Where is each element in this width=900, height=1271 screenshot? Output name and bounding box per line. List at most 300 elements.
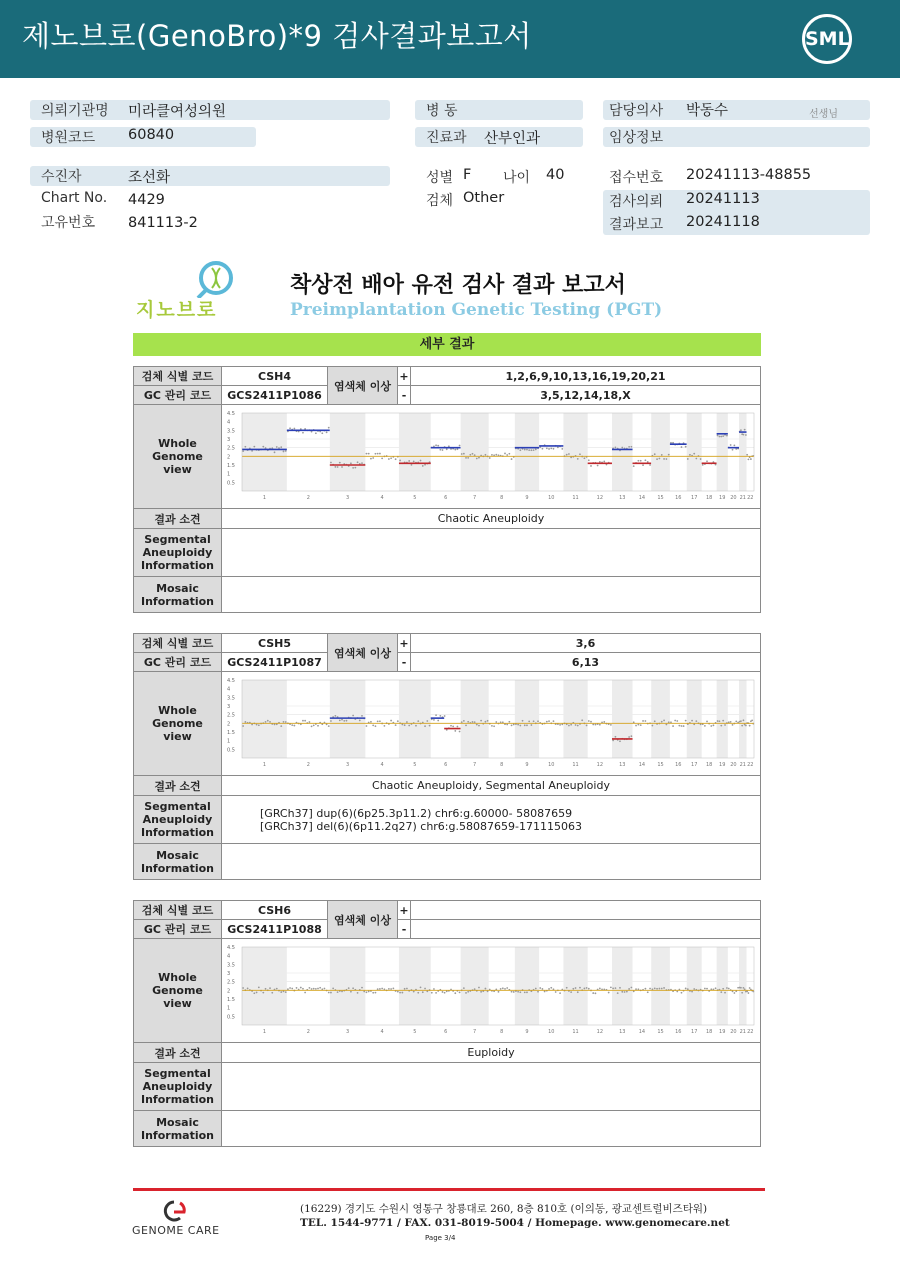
copy-number-point bbox=[435, 714, 437, 716]
chromosome-band bbox=[739, 947, 746, 1025]
copy-number-point bbox=[504, 988, 506, 990]
copy-number-point bbox=[744, 429, 746, 431]
x-tick-label: 18 bbox=[705, 495, 713, 501]
x-tick-label: 11 bbox=[572, 1029, 579, 1035]
copy-number-point bbox=[293, 428, 295, 430]
copy-number-point bbox=[530, 724, 532, 726]
copy-number-point bbox=[256, 724, 258, 726]
x-tick-label: 14 bbox=[638, 495, 646, 501]
copy-number-point bbox=[280, 725, 282, 727]
chromosome-band bbox=[651, 947, 670, 1025]
y-tick-label: 3 bbox=[227, 971, 231, 977]
magnifier-icon bbox=[136, 258, 246, 298]
copy-number-point bbox=[383, 725, 385, 727]
copy-number-point bbox=[592, 724, 594, 726]
gain-sign: + bbox=[398, 901, 411, 920]
copy-number-point bbox=[656, 988, 658, 990]
copy-number-point bbox=[553, 448, 555, 450]
copy-number-point bbox=[513, 724, 515, 726]
copy-number-point bbox=[530, 449, 532, 451]
copy-number-point bbox=[577, 458, 579, 460]
copy-number-point bbox=[359, 720, 361, 722]
copy-number-point bbox=[744, 988, 746, 990]
copy-number-point bbox=[392, 987, 394, 989]
copy-number-point bbox=[474, 454, 476, 456]
x-tick-label: 4 bbox=[380, 762, 384, 768]
finding-label: 결과 소견 bbox=[134, 1043, 222, 1063]
copy-number-point bbox=[595, 724, 597, 726]
copy-number-point bbox=[439, 449, 441, 451]
copy-number-point bbox=[630, 987, 632, 989]
copy-number-point bbox=[472, 453, 474, 455]
copy-number-point bbox=[339, 462, 341, 464]
gc-code-label: GC 관리 코드 bbox=[134, 920, 222, 939]
copy-number-point bbox=[644, 720, 646, 722]
copy-number-point bbox=[668, 454, 670, 456]
copy-number-point bbox=[635, 988, 637, 990]
specimen-id-value: CSH4 bbox=[222, 367, 328, 386]
copy-number-point bbox=[437, 445, 439, 447]
footer-address bbox=[300, 1202, 730, 1230]
copy-number-point bbox=[366, 725, 368, 727]
copy-number-point bbox=[463, 987, 465, 989]
copy-number-point bbox=[341, 991, 343, 993]
copy-number-point bbox=[740, 987, 742, 989]
copy-number-point bbox=[372, 724, 374, 726]
x-tick-label: 13 bbox=[619, 495, 626, 501]
copy-number-point bbox=[630, 446, 632, 448]
chromosome-band bbox=[717, 680, 728, 758]
copy-number-point bbox=[579, 453, 581, 455]
copy-number-point bbox=[433, 719, 435, 721]
doctor-value: 박동수 bbox=[686, 103, 729, 119]
y-tick-label: 2 bbox=[227, 988, 231, 995]
x-tick-label: 13 bbox=[619, 762, 626, 768]
copy-number-point bbox=[550, 987, 552, 989]
copy-number-point bbox=[706, 988, 708, 990]
copy-number-point bbox=[710, 988, 712, 990]
copy-number-point bbox=[377, 988, 379, 990]
copy-number-point bbox=[309, 987, 311, 989]
loss-chromosomes: 6,13 bbox=[411, 653, 761, 672]
copy-number-point bbox=[524, 449, 526, 451]
copy-number-point bbox=[274, 451, 276, 453]
copy-number-point bbox=[583, 988, 585, 990]
copy-number-point bbox=[722, 720, 724, 722]
copy-number-point bbox=[720, 436, 722, 438]
x-tick-label: 22 bbox=[747, 495, 754, 501]
copy-number-point bbox=[324, 988, 326, 990]
patient-pill bbox=[30, 166, 390, 186]
copy-number-point bbox=[628, 446, 630, 448]
copy-number-point bbox=[599, 724, 601, 726]
copy-number-point bbox=[612, 987, 614, 989]
chromosome-band bbox=[739, 413, 746, 491]
copy-number-point bbox=[624, 991, 626, 993]
specimen-label: 검체 bbox=[426, 193, 454, 209]
copy-number-point bbox=[743, 434, 745, 436]
copy-number-point bbox=[326, 724, 328, 726]
copy-number-point bbox=[474, 988, 476, 990]
copy-number-point bbox=[583, 457, 585, 459]
copy-number-point bbox=[420, 460, 422, 462]
copy-number-point bbox=[319, 987, 321, 989]
copy-number-point bbox=[528, 720, 530, 722]
copy-number-point bbox=[683, 725, 685, 727]
copy-number-point bbox=[442, 991, 444, 993]
x-tick-label: 4 bbox=[380, 495, 384, 501]
copy-number-point bbox=[452, 725, 454, 727]
copy-number-point bbox=[626, 991, 628, 993]
copy-number-point bbox=[328, 725, 330, 727]
copy-number-point bbox=[472, 721, 474, 723]
x-tick-label: 19 bbox=[719, 762, 726, 768]
footer-contact-line: TEL. 1544-9771 / FAX. 031-8019-5004 / Homepage. www.genomecare.net bbox=[300, 1217, 730, 1229]
copy-number-point bbox=[577, 725, 579, 727]
copy-number-point bbox=[476, 724, 478, 726]
copy-number-point bbox=[735, 721, 737, 723]
x-tick-label: 9 bbox=[525, 495, 529, 501]
copy-number-point bbox=[404, 988, 406, 990]
copy-number-point bbox=[670, 442, 672, 444]
mosaic-value bbox=[222, 577, 761, 613]
copy-number-point bbox=[348, 987, 350, 989]
copy-number-point bbox=[366, 991, 368, 993]
copy-number-point bbox=[408, 460, 410, 462]
copy-number-point bbox=[334, 715, 336, 717]
copy-number-point bbox=[557, 446, 559, 448]
copy-number-point bbox=[265, 721, 267, 723]
specimen-id-label: 검체 식별 코드 bbox=[134, 901, 222, 920]
x-tick-label: 20 bbox=[730, 762, 737, 768]
copy-number-point bbox=[654, 453, 656, 455]
copy-number-point bbox=[542, 988, 544, 990]
copy-number-point bbox=[519, 725, 521, 727]
gain-chromosomes: 3,6 bbox=[411, 634, 761, 653]
copy-number-point bbox=[568, 725, 570, 727]
copy-number-point bbox=[408, 725, 410, 727]
copy-number-point bbox=[741, 725, 743, 727]
chromosome-band bbox=[330, 680, 366, 758]
y-tick-label: 1.5 bbox=[227, 730, 235, 736]
copy-number-point bbox=[685, 446, 687, 448]
chromosome-band bbox=[687, 413, 702, 491]
copy-number-point bbox=[546, 721, 548, 723]
copy-number-point bbox=[519, 991, 521, 993]
copy-number-point bbox=[508, 453, 510, 455]
copy-number-point bbox=[395, 724, 397, 726]
copy-number-point bbox=[666, 724, 668, 726]
sex-label: 성별 bbox=[426, 170, 454, 186]
copy-number-point bbox=[350, 991, 352, 993]
copy-number-point bbox=[334, 466, 336, 468]
copy-number-point bbox=[309, 721, 311, 723]
copy-number-point bbox=[269, 721, 271, 723]
copy-number-point bbox=[746, 454, 748, 456]
copy-number-point bbox=[461, 721, 463, 723]
report-title-english: Preimplantation Genetic Testing (PGT) bbox=[290, 300, 663, 320]
gc-code-label: GC 관리 코드 bbox=[134, 653, 222, 672]
copy-number-point bbox=[630, 735, 632, 737]
copy-number-point bbox=[732, 991, 734, 993]
copy-number-point bbox=[437, 720, 439, 722]
copy-number-point bbox=[640, 724, 642, 726]
copy-number-point bbox=[695, 458, 697, 460]
y-tick-label: 4.5 bbox=[227, 945, 235, 951]
report-date-value: 20241118 bbox=[686, 214, 760, 230]
x-tick-label: 8 bbox=[500, 762, 504, 768]
copy-number-point bbox=[317, 988, 319, 990]
report-title: 제노브로(GenoBro)*9 검사결과보고서 bbox=[22, 19, 532, 53]
copy-number-point bbox=[659, 458, 661, 460]
chromosome-band bbox=[461, 680, 489, 758]
copy-number-point bbox=[719, 436, 721, 438]
report-title-korean: 착상전 배아 유전 검사 결과 보고서 bbox=[290, 273, 626, 298]
copy-number-point bbox=[285, 721, 287, 723]
copy-number-point bbox=[637, 988, 639, 990]
mosaic-value bbox=[222, 844, 761, 880]
copy-number-point bbox=[550, 447, 552, 449]
copy-number-point bbox=[285, 450, 287, 452]
copy-number-point bbox=[256, 992, 258, 994]
copy-number-point bbox=[379, 988, 381, 990]
x-tick-label: 18 bbox=[705, 762, 713, 768]
copy-number-point bbox=[676, 991, 678, 993]
copy-number-point bbox=[670, 721, 672, 723]
copy-number-point bbox=[302, 432, 304, 434]
genome-care-icon bbox=[154, 1198, 194, 1224]
x-tick-label: 10 bbox=[548, 762, 555, 768]
copy-number-point bbox=[361, 462, 363, 464]
footer-divider bbox=[133, 1188, 765, 1191]
copy-number-point bbox=[388, 988, 390, 990]
x-tick-label: 9 bbox=[525, 1029, 529, 1035]
copy-number-point bbox=[397, 720, 399, 722]
x-tick-label: 7 bbox=[473, 495, 477, 501]
specimen-id-label: 검체 식별 코드 bbox=[134, 367, 222, 386]
copy-number-point bbox=[619, 740, 621, 742]
age-value: 40 bbox=[546, 167, 565, 183]
copy-number-point bbox=[480, 720, 482, 722]
copy-number-point bbox=[726, 435, 728, 437]
copy-number-point bbox=[293, 725, 295, 727]
x-tick-label: 14 bbox=[638, 1029, 646, 1035]
copy-number-point bbox=[637, 460, 639, 462]
copy-number-point bbox=[537, 720, 539, 722]
copy-number-point bbox=[702, 464, 704, 466]
y-tick-label: 1 bbox=[227, 471, 231, 478]
copy-number-point bbox=[265, 988, 267, 990]
copy-number-point bbox=[747, 458, 749, 460]
segmental-value bbox=[222, 1063, 761, 1111]
footer-address-line: (16229) 경기도 수원시 영통구 창룡대로 260, 8층 810호 (이의동, 광교센트럴비즈타워) bbox=[300, 1203, 708, 1215]
x-tick-label: 16 bbox=[675, 495, 682, 501]
unique-value: 841113-2 bbox=[128, 215, 198, 231]
copy-number-point bbox=[485, 721, 487, 723]
sample-table-csh6 bbox=[133, 900, 761, 1147]
copy-number-point bbox=[435, 992, 437, 994]
copy-number-point bbox=[651, 725, 653, 727]
copy-number-point bbox=[612, 740, 614, 742]
genome-chart-cell bbox=[222, 405, 761, 509]
x-tick-label: 3 bbox=[345, 495, 350, 501]
copy-number-point bbox=[710, 725, 712, 727]
chromosome-band bbox=[717, 947, 728, 1025]
copy-number-point bbox=[313, 988, 315, 990]
copy-number-point bbox=[546, 447, 548, 449]
age-label: 나이 bbox=[503, 170, 531, 186]
x-tick-label: 6 bbox=[444, 495, 448, 501]
copy-number-point bbox=[633, 465, 635, 467]
copy-number-point bbox=[654, 988, 656, 990]
y-tick-label: 2.5 bbox=[227, 712, 235, 719]
copy-number-point bbox=[283, 451, 285, 453]
copy-number-point bbox=[444, 715, 446, 717]
x-tick-label: 10 bbox=[548, 1029, 555, 1035]
chromosome-band bbox=[330, 947, 366, 1025]
copy-number-point bbox=[500, 988, 502, 990]
copy-number-point bbox=[397, 991, 399, 993]
copy-number-point bbox=[375, 992, 377, 994]
copy-number-point bbox=[304, 992, 306, 994]
x-tick-label: 22 bbox=[747, 1029, 754, 1035]
copy-number-point bbox=[681, 725, 683, 727]
x-tick-label: 8 bbox=[500, 1029, 504, 1035]
chromosome-band bbox=[399, 680, 431, 758]
copy-number-point bbox=[687, 988, 689, 990]
copy-number-point bbox=[502, 987, 504, 989]
copy-number-point bbox=[644, 459, 646, 461]
copy-number-point bbox=[561, 448, 563, 450]
copy-number-point bbox=[743, 719, 745, 721]
copy-number-point bbox=[280, 991, 282, 993]
copy-number-point bbox=[610, 986, 612, 988]
chromosome-band bbox=[687, 947, 702, 1025]
copy-number-point bbox=[271, 992, 273, 994]
chromosome-band bbox=[687, 680, 702, 758]
copy-number-point bbox=[262, 446, 264, 448]
segmental-label: Segmental Aneuploidy Information bbox=[134, 1063, 222, 1111]
copy-number-point bbox=[381, 988, 383, 990]
report-header bbox=[0, 0, 900, 78]
copy-number-point bbox=[276, 988, 278, 990]
x-tick-label: 5 bbox=[413, 495, 417, 501]
copy-number-point bbox=[498, 454, 500, 456]
copy-number-point bbox=[689, 454, 691, 456]
copy-number-point bbox=[635, 725, 637, 727]
copy-number-point bbox=[544, 991, 546, 993]
gain-chromosomes bbox=[411, 901, 761, 920]
copy-number-point bbox=[678, 725, 680, 727]
copy-number-point bbox=[289, 987, 291, 989]
copy-number-point bbox=[253, 992, 255, 994]
copy-number-point bbox=[575, 724, 577, 726]
copy-number-point bbox=[588, 459, 590, 461]
copy-number-point bbox=[577, 991, 579, 993]
copy-number-point bbox=[628, 736, 630, 738]
x-tick-label: 7 bbox=[473, 1029, 477, 1035]
copy-number-point bbox=[413, 991, 415, 993]
copy-number-point bbox=[321, 432, 323, 434]
copy-number-point bbox=[454, 449, 456, 451]
sex-value: F bbox=[463, 167, 472, 183]
gc-code-value: GCS2411P1087 bbox=[222, 653, 328, 672]
copy-number-point bbox=[478, 457, 480, 459]
copy-number-point bbox=[511, 458, 513, 460]
copy-number-point bbox=[467, 457, 469, 459]
copy-number-point bbox=[289, 427, 291, 429]
x-tick-label: 17 bbox=[691, 762, 698, 768]
copy-number-point bbox=[315, 988, 317, 990]
copy-number-point bbox=[439, 715, 441, 717]
copy-number-point bbox=[285, 991, 287, 993]
x-tick-label: 15 bbox=[657, 495, 664, 501]
copy-number-point bbox=[728, 988, 730, 990]
copy-number-point bbox=[415, 725, 417, 727]
copy-number-point bbox=[370, 721, 372, 723]
copy-number-point bbox=[724, 724, 726, 726]
x-tick-label: 21 bbox=[739, 495, 746, 501]
copy-number-point bbox=[506, 987, 508, 989]
copy-number-point bbox=[399, 460, 401, 462]
chromosome-band bbox=[563, 680, 587, 758]
genome-care-logo bbox=[132, 1198, 227, 1243]
copy-number-point bbox=[615, 446, 617, 448]
copy-number-point bbox=[745, 725, 747, 727]
copy-number-point bbox=[454, 992, 456, 994]
copy-number-point bbox=[668, 721, 670, 723]
copy-number-point bbox=[588, 720, 590, 722]
copy-number-point bbox=[570, 991, 572, 993]
copy-number-point bbox=[253, 446, 255, 448]
patient-label: 수진자 bbox=[41, 169, 82, 185]
copy-number-point bbox=[346, 720, 348, 722]
chromosome-abnormality-label: 염색체 이상 bbox=[328, 367, 398, 405]
chromosome-band bbox=[612, 947, 633, 1025]
copy-number-point bbox=[370, 458, 372, 460]
copy-number-point bbox=[526, 991, 528, 993]
copy-number-point bbox=[422, 465, 424, 467]
copy-number-point bbox=[537, 991, 539, 993]
loss-chromosomes bbox=[411, 920, 761, 939]
copy-number-point bbox=[619, 987, 621, 989]
copy-number-point bbox=[357, 461, 359, 463]
copy-number-point bbox=[586, 725, 588, 727]
copy-number-point bbox=[750, 458, 752, 460]
copy-number-point bbox=[747, 992, 749, 994]
copy-number-point bbox=[495, 454, 497, 456]
copy-number-point bbox=[566, 987, 568, 989]
copy-number-point bbox=[693, 988, 695, 990]
copy-number-point bbox=[304, 720, 306, 722]
x-tick-label: 6 bbox=[444, 1029, 448, 1035]
copy-number-point bbox=[406, 988, 408, 990]
copy-number-point bbox=[706, 721, 708, 723]
y-tick-label: 2.5 bbox=[227, 445, 235, 452]
department-label: 진료과 bbox=[426, 130, 467, 146]
copy-number-point bbox=[687, 458, 689, 460]
copy-number-point bbox=[695, 720, 697, 722]
chromosome-band bbox=[651, 413, 670, 491]
copy-number-point bbox=[575, 987, 577, 989]
loss-sign: - bbox=[398, 653, 411, 672]
copy-number-point bbox=[459, 445, 461, 447]
copy-number-point bbox=[388, 458, 390, 460]
copy-number-point bbox=[280, 446, 282, 448]
x-tick-label: 13 bbox=[619, 1029, 626, 1035]
finding-label: 결과 소견 bbox=[134, 509, 222, 529]
loss-sign: - bbox=[398, 920, 411, 939]
